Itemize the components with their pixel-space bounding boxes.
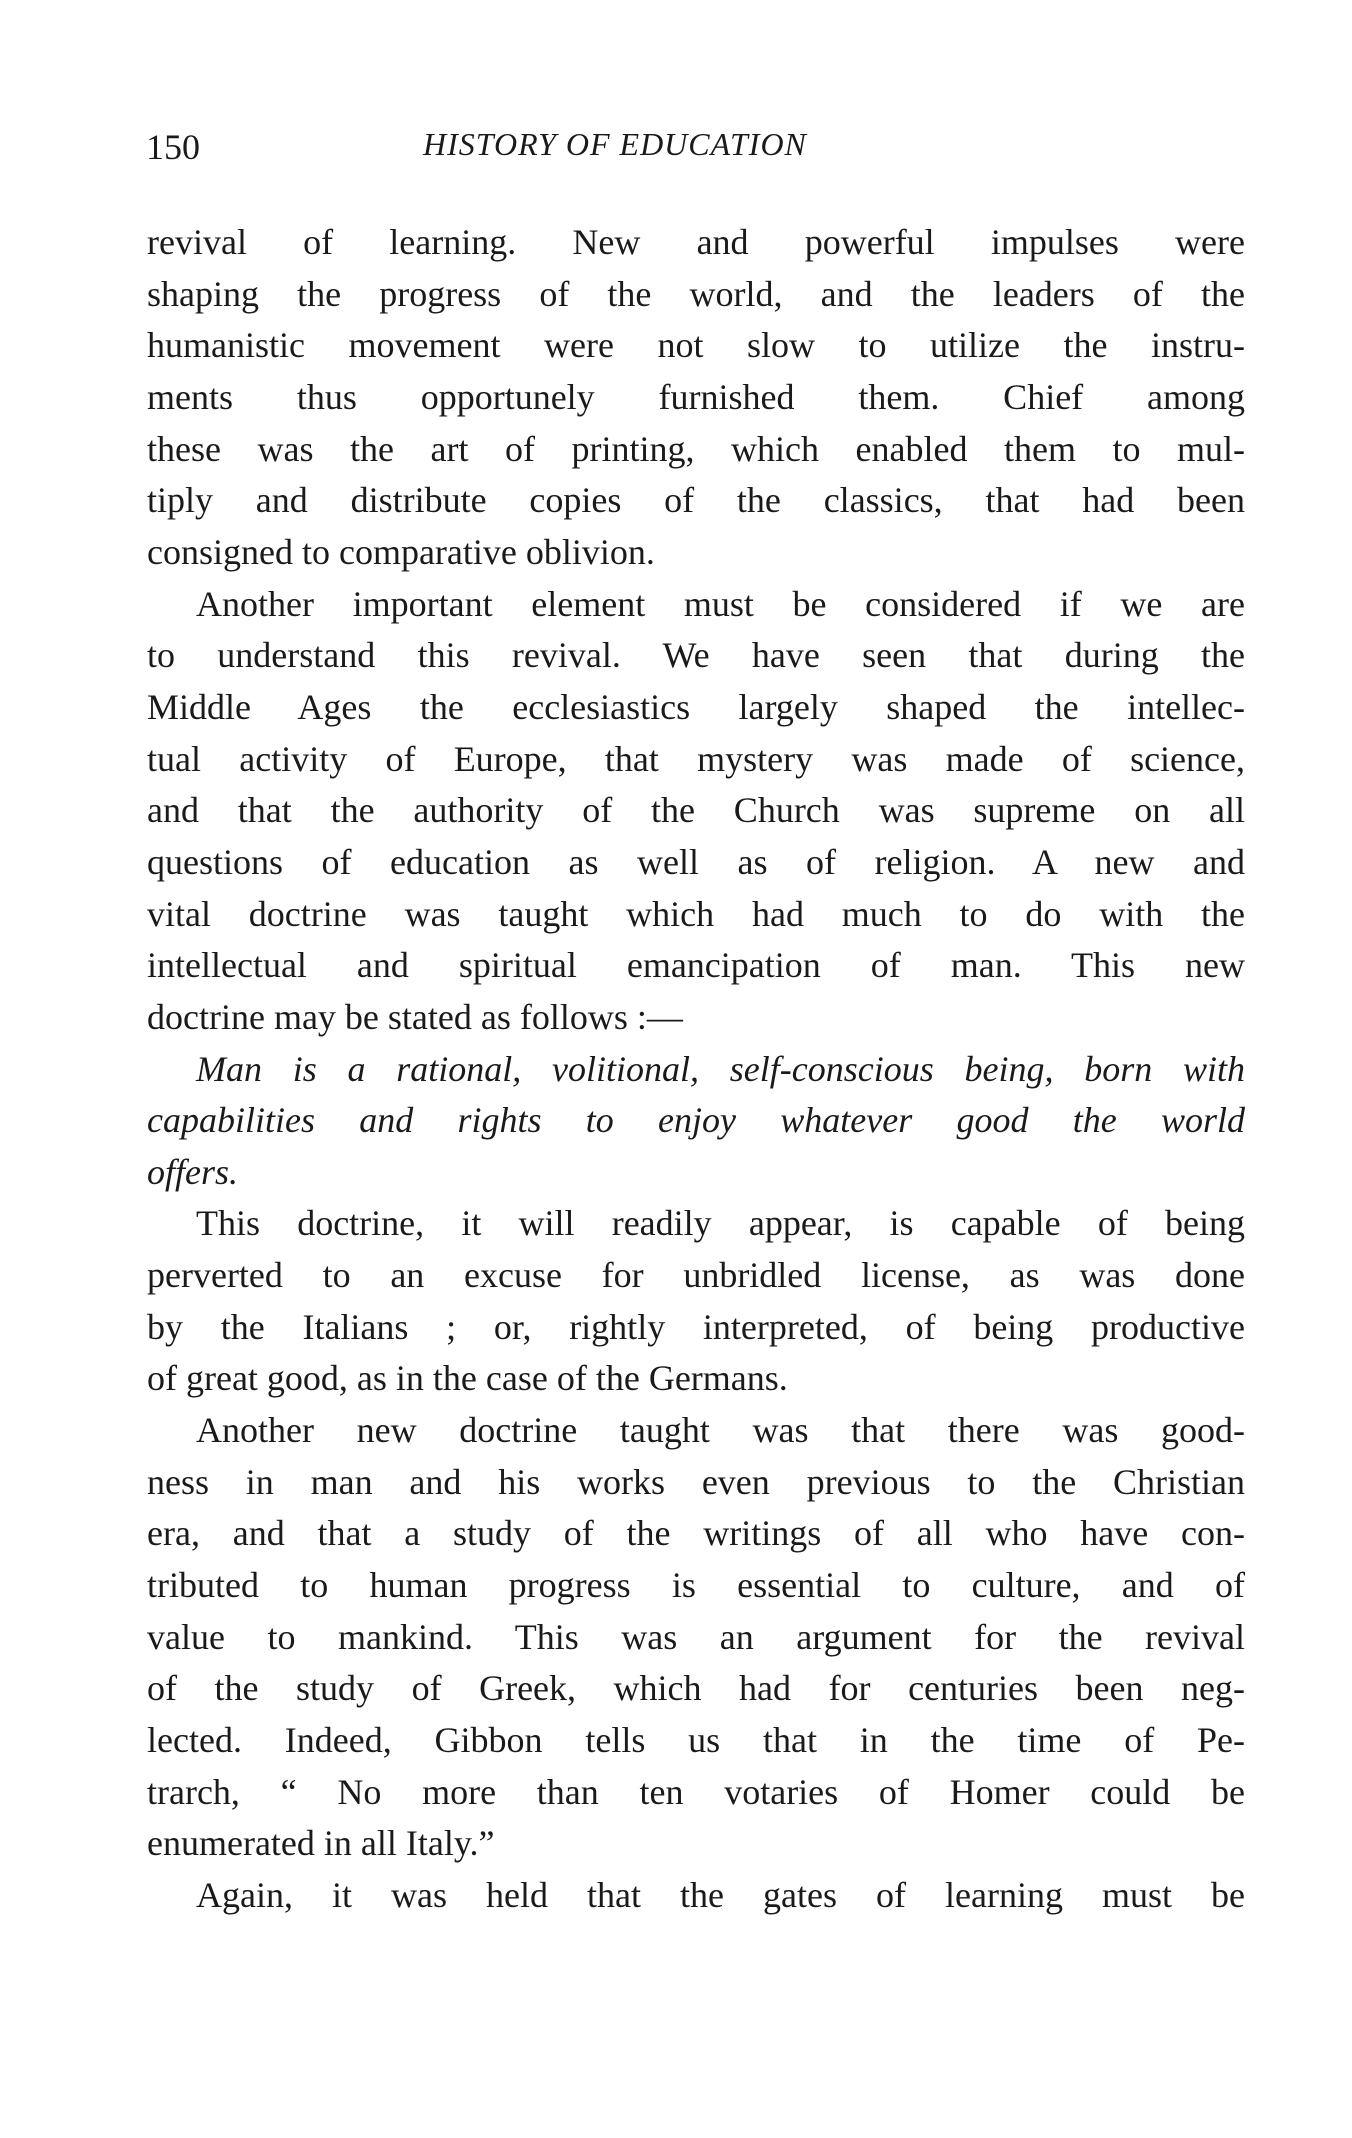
text-line: ness in man and his works even previous to the Christian: [147, 1461, 1245, 1502]
text-line: enumerated in all Italy.”: [147, 1823, 495, 1864]
paragraph: [147, 1870, 1245, 1922]
text-line: these was the art of printing, which enabled them to mul-: [147, 428, 1245, 469]
text-line: tiply and distribute copies of the classics, that had been: [147, 480, 1245, 521]
paragraph: [147, 217, 1245, 579]
text-line: era, and that a study of the writings of all who have con-: [147, 1513, 1245, 1554]
text-line: ments thus opportunely furnished them. Chief among: [147, 376, 1245, 417]
text-line: vital doctrine was taught which had much to do with the: [147, 893, 1245, 934]
text-line: tributed to human progress is essential to culture, and of: [147, 1565, 1245, 1606]
text-line: doctrine may be stated as follows :—: [147, 996, 683, 1037]
text-line: This doctrine, it will readily appear, is capable of being: [196, 1203, 1245, 1244]
text-line: Another important element must be considered if we are: [196, 583, 1245, 624]
text-line: intellectual and spiritual emancipation of man. This new: [147, 945, 1245, 986]
text-line: and that the authority of the Church was supreme on all: [147, 790, 1245, 831]
text-line: humanistic movement were not slow to utilize the instru-: [147, 325, 1245, 366]
text-line: tual activity of Europe, that mystery was made of science,: [147, 738, 1245, 779]
text-line: perverted to an excuse for unbridled license, as was done: [147, 1255, 1245, 1296]
text-line: Another new doctrine taught was that there was good-: [196, 1410, 1245, 1451]
text-line: to understand this revival. We have seen that during the: [147, 635, 1245, 676]
text-line: Man is a rational, volitional, self-conscious being, born with: [196, 1048, 1245, 1089]
paragraph: [147, 579, 1245, 1044]
italic-doctrine-paragraph: [147, 1044, 1245, 1199]
text-line: of the study of Greek, which had for centuries been neg-: [147, 1668, 1245, 1709]
text-line: consigned to comparative oblivion.: [147, 531, 655, 572]
text-line: offers.: [147, 1151, 239, 1192]
text-line: capabilities and rights to enjoy whatever good the world: [147, 1100, 1245, 1141]
paragraph: [147, 1405, 1245, 1870]
text-line: Again, it was held that the gates of learning must be: [196, 1875, 1245, 1915]
text-line: of great good, as in the case of the Germans.: [147, 1358, 788, 1399]
body-text: [147, 217, 1245, 1922]
page-number: 150: [146, 127, 200, 167]
text-line: by the Italians ; or, rightly interpreted, of being productive: [147, 1306, 1245, 1347]
paragraph: [147, 1198, 1245, 1405]
text-line: lected. Indeed, Gibbon tells us that in the time of Pe-: [147, 1720, 1245, 1761]
text-line: revival of learning. New and powerful impulses were: [147, 222, 1245, 262]
text-line: trarch, “ No more than ten votaries of Homer could be: [147, 1771, 1245, 1812]
running-title: HISTORY OF EDUCATION: [423, 126, 807, 162]
text-line: value to mankind. This was an argument for the revival: [147, 1616, 1245, 1657]
text-line: shaping the progress of the world, and the leaders of the: [147, 273, 1245, 314]
text-line: Middle Ages the ecclesiastics largely shaped the intellec-: [147, 686, 1245, 727]
text-line: questions of education as well as of religion. A new and: [147, 841, 1245, 882]
